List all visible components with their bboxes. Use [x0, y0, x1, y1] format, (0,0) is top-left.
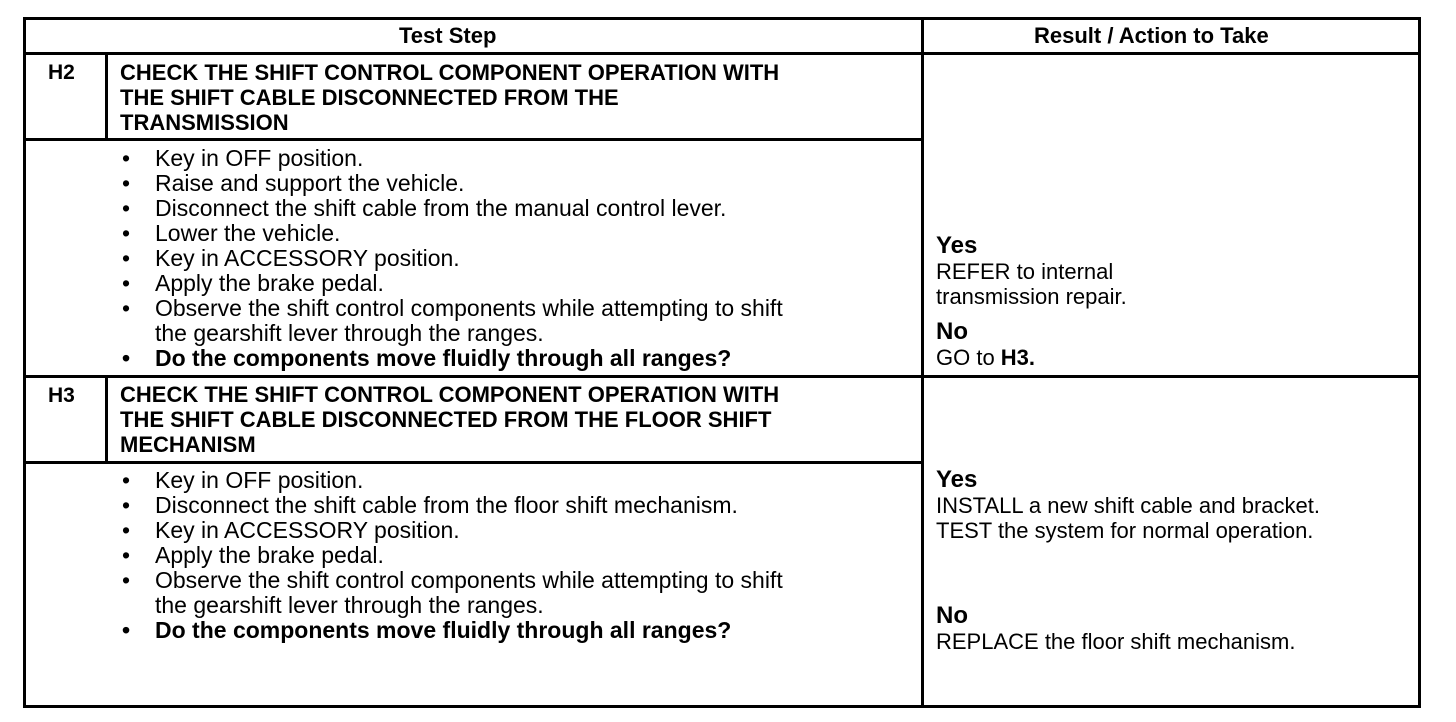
step-id-divider-h3 — [105, 375, 108, 464]
list-item: • Apply the brake pedal. — [122, 542, 384, 568]
step-instructions-h2 — [122, 146, 783, 371]
list-item: • Key in OFF position. — [122, 467, 364, 493]
step-title-h2: CHECK THE SHIFT CONTROL COMPONENT OPERATION WITH THE SHIFT CABLE DISCONNECTED FROM THE TRANSMISSION — [120, 60, 780, 135]
step-instructions-h3 — [122, 468, 783, 643]
list-item: • Key in ACCESSORY position. — [122, 245, 460, 271]
step-id-h2: H2 — [48, 61, 75, 84]
step-id-h3: H3 — [48, 384, 75, 407]
header-test-step: Test Step — [399, 23, 497, 48]
h2-no-step-ref: H3. — [1000, 345, 1036, 370]
list-item: • Raise and support the vehicle. — [122, 170, 465, 196]
list-item: • Observe the shift control components while attempting to shift — [122, 295, 783, 321]
h2-yes-label: Yes — [936, 232, 978, 259]
row-divider-h2-h3 — [23, 375, 1421, 378]
step-id-divider-h2 — [105, 52, 108, 141]
list-item: • Observe the shift control components while attempting to shift — [122, 567, 783, 593]
list-item: • Key in ACCESSORY position. — [122, 517, 460, 543]
list-item: • Disconnect the shift cable from the floor shift mechanism. — [122, 492, 738, 518]
list-item: • Disconnect the shift cable from the manual control lever. — [122, 195, 727, 221]
list-item: • Lower the vehicle. — [122, 220, 341, 246]
h2-no-action: GO to H3. — [936, 345, 1036, 370]
list-item-question: • Do the components move fluidly through all ranges? — [122, 617, 732, 643]
list-item: • Key in OFF position. — [122, 145, 364, 171]
h3-no-label: No — [936, 602, 968, 629]
h2-yes-action: REFER to internal transmission repair. — [936, 259, 1127, 309]
header-divider — [23, 52, 1421, 55]
h3-title-divider — [23, 461, 923, 464]
step-title-h3: CHECK THE SHIFT CONTROL COMPONENT OPERATION WITH THE SHIFT CABLE DISCONNECTED FROM THE FLOOR SHIFT MECHANISM — [120, 382, 780, 457]
list-item-continuation: the gearshift lever through the ranges. — [155, 592, 544, 618]
header-result-action: Result / Action to Take — [1034, 23, 1269, 48]
h3-yes-action: INSTALL a new shift cable and bracket. TEST the system for normal operation. — [936, 493, 1320, 543]
h3-yes-label: Yes — [936, 466, 978, 493]
h3-no-action: REPLACE the floor shift mechanism. — [936, 629, 1296, 654]
list-item: • Apply the brake pedal. — [122, 270, 384, 296]
h2-no-label: No — [936, 318, 968, 345]
h2-title-divider — [23, 138, 923, 141]
list-item-continuation: the gearshift lever through the ranges. — [155, 320, 544, 346]
list-item-question: • Do the components move fluidly through all ranges? — [122, 345, 732, 371]
column-divider — [921, 17, 924, 708]
